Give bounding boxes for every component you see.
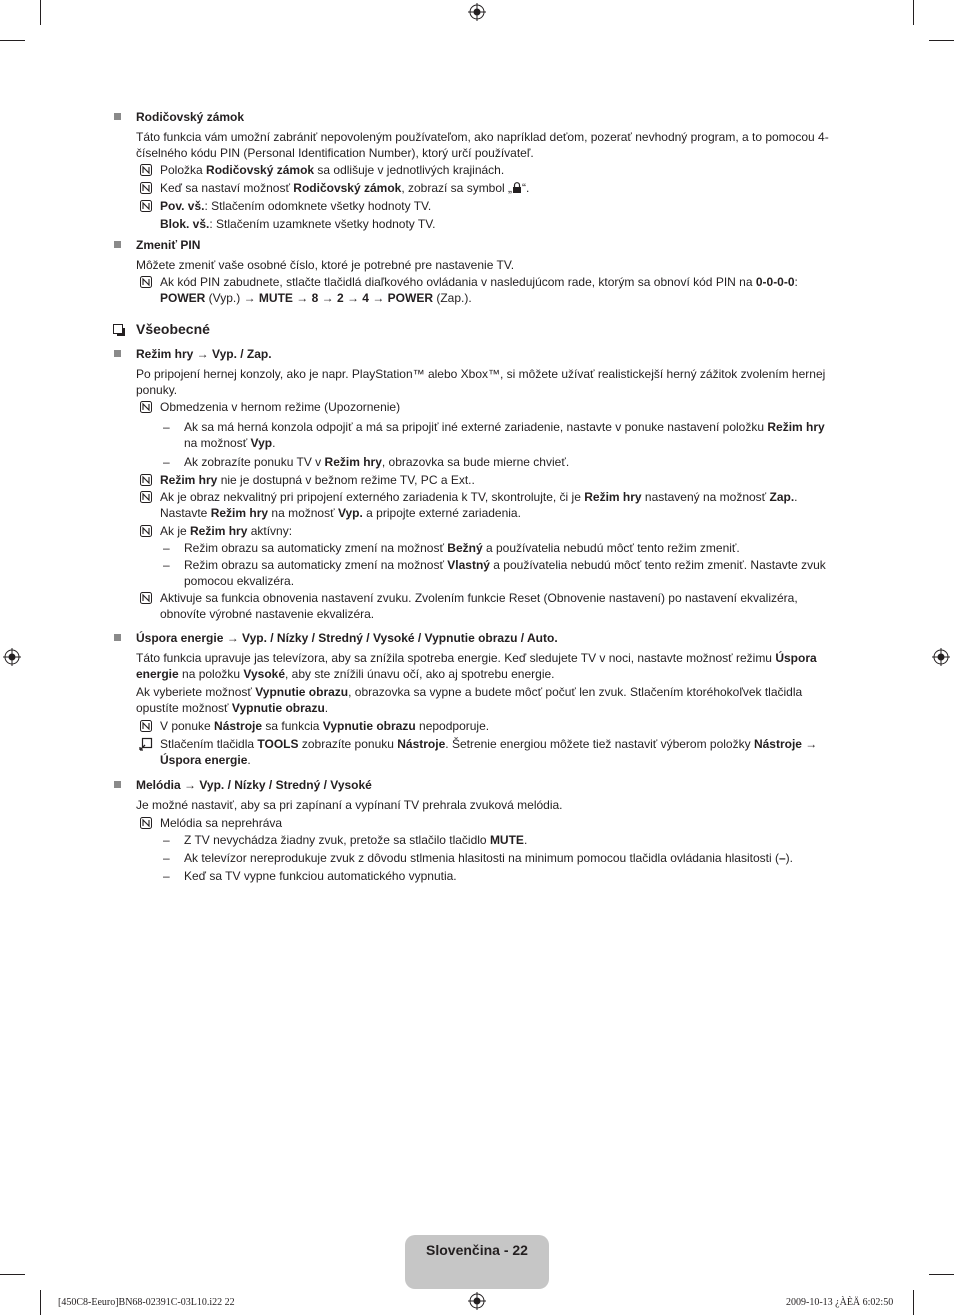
dash-item: – Režim obrazu sa automaticky zmení na možnosť Bežný a používatelia nebudú môcť tento režim zmeniť. [163,541,740,555]
section-heading: Všeobecné [110,320,840,338]
section-parental-lock [110,109,840,232]
manual-content [110,109,840,884]
crop-mark [929,1274,954,1275]
dash-item: – Keď sa TV vypne funkciou automatického vypnutia. [163,869,457,883]
section-title: Melódia → Vyp. / Nízky / Stredný / Vysoké [136,778,372,792]
crop-mark [913,0,914,25]
crop-mark [0,1274,25,1275]
square-bullet-icon [114,113,121,120]
checkbox-bullet-icon [113,324,123,334]
crop-mark [40,1290,41,1315]
note: V ponuke Nástroje sa funkcia Vypnutie obrazu nepodporuje. [136,718,840,734]
registration-mark-icon [932,648,950,666]
note: Pov. vš.: Stlačením odomknete všetky hodnoty TV. Blok. vš.: Stlačením uzamknete všetky hodnoty TV. [136,198,840,232]
note-icon [139,524,153,538]
paragraph: Po pripojení hernej konzoly, ako je napr. PlayStation™ alebo Xbox™, si môžete užívať realistickejší herný zážitok zvolením hernej ponuky. [136,367,826,397]
square-bullet-icon [114,241,121,248]
note-icon [139,181,153,195]
print-info-left: [450C8-Eeuro]BN68-02391C-03L10.i22 22 [58,1297,235,1308]
crop-mark [0,40,25,41]
section-title: Úspora energie → Vyp. / Nízky / Stredný / Vysoké / Vypnutie obrazu / Auto. [136,631,558,645]
crop-mark [929,40,954,41]
note: Položka Rodičovský zámok sa odlišuje v jednotlivých krajinách. [136,162,840,178]
note-icon [139,719,153,733]
note: Obmedzenia v hernom režime (Upozornenie) [136,399,840,415]
note: Stlačením tlačidla TOOLS zobrazíte ponuku Nástroje. Šetrenie energiou môžete tiež nastaviť výberom položky Nástroje → Úspora energie. [136,736,840,768]
note-icon [139,816,153,830]
square-bullet-icon [114,350,121,357]
registration-mark-icon [468,1292,486,1310]
paragraph: Je možné nastaviť, aby sa pri zapínaní a vypínaní TV prehrala zvuková melódia. [136,798,563,812]
dash-item: – Ak televízor nereprodukuje zvuk z dôvodu stlmenia hlasitosti na minimum pomocou tlačidla ovládania hlasitosti (–). [163,851,793,865]
section-energy-saving [110,630,840,768]
note: Aktivuje sa funkcia obnovenia nastavení zvuku. Zvolením funkcie Reset (Obnovenie nastavení) po nastavení ekvalizéra, obnovíte výrobné nastavenie ekvalizéra. [136,590,840,622]
section-game-mode [110,346,840,622]
note-icon [139,163,153,177]
section-change-pin [110,237,840,306]
note-icon [139,591,153,605]
registration-mark-icon [468,3,486,21]
paragraph: Táto funkcia vám umožní zabrániť nepovoleným používateľom, ako napríklad deťom, pozerať nevhodný program, a to pomocou 4-číselného kódu PIN (Personal Identification Number), ktorý určí používateľ. [136,130,829,160]
note: Ak kód PIN zabudnete, stlačte tlačidlá diaľkového ovládania v nasledujúcom rade, ktorým sa obnoví kód PIN na 0-0-0-0: POWER (Vyp.) → MUTE → 8 → 2 → 4 → POWER (Zap.). [136,274,840,306]
note: Ak je Režim hry aktívny: [136,523,840,539]
page-number: Slovenčina - 22 [426,1242,528,1258]
section-title: Zmeniť PIN [136,238,201,252]
note-icon [139,473,153,487]
square-bullet-icon [114,634,121,641]
paragraph: Môžete zmeniť vaše osobné číslo, ktoré je potrebné pre nastavenie TV. [136,258,515,272]
section-melody [110,777,840,884]
paragraph: Táto funkcia upravuje jas televízora, aby sa znížila spotreba energie. Keď sledujete TV v noci, nastavte možnosť režimu Úspora energie na položku Vysoké, aby ste znížili únavu očí, ako aj spotrebu energie. [136,651,817,681]
lock-icon [512,182,522,193]
crop-mark [913,1290,914,1315]
note: Keď sa nastaví možnosť Rodičovský zámok, zobrazí sa symbol „ “. [136,180,840,196]
square-bullet-icon [114,781,121,788]
dash-item: – Z TV nevychádza žiadny zvuk, pretože sa stlačilo tlačidlo MUTE. [163,833,528,847]
tools-icon [139,737,153,751]
dash-item: – Ak zobrazíte ponuku TV v Režim hry, obrazovka sa bude mierne chvieť. [163,455,570,469]
paragraph: Ak vyberiete možnosť Vypnutie obrazu, obrazovka sa vypne a budete môcť počuť len zvuk. Stlačením ktoréhokoľvek tlačidla opustíte možnosť Vypnutie obrazu. [136,685,803,715]
section-title: Rodičovský zámok [136,110,245,124]
note-icon [139,275,153,289]
dash-item: – Režim obrazu sa automaticky zmení na možnosť Vlastný a používatelia nebudú môcť tento režim zmeniť. Nastavte zvuk pomocou ekvalizéra. [163,558,826,588]
note-icon [139,490,153,504]
note: Ak je obraz nekvalitný pri pripojení externého zariadenia k TV, skontrolujte, či je Režim hry nastavený na možnosť Zap.. Nastavte Režim hry na možnosť Vyp. a pripojte externé zariadenia. [136,489,840,521]
note-icon [139,400,153,414]
note: Melódia sa neprehráva [136,815,840,831]
section-title: Režim hry → Vyp. / Zap. [136,347,272,361]
dash-item: – Ak sa má herná konzola odpojiť a má sa pripojiť iné externé zariadenie, nastavte v ponuke nastavení položku Režim hry na možnosť Vyp. [163,420,825,450]
note: Režim hry nie je dostupná v bežnom režime TV, PC a Ext.. [136,472,840,488]
registration-mark-icon [3,648,21,666]
crop-mark [40,0,41,25]
print-info-right: 2009-10-13 ¿ÀÈÄ 6:02:50 [786,1297,894,1308]
note-icon [139,199,153,213]
